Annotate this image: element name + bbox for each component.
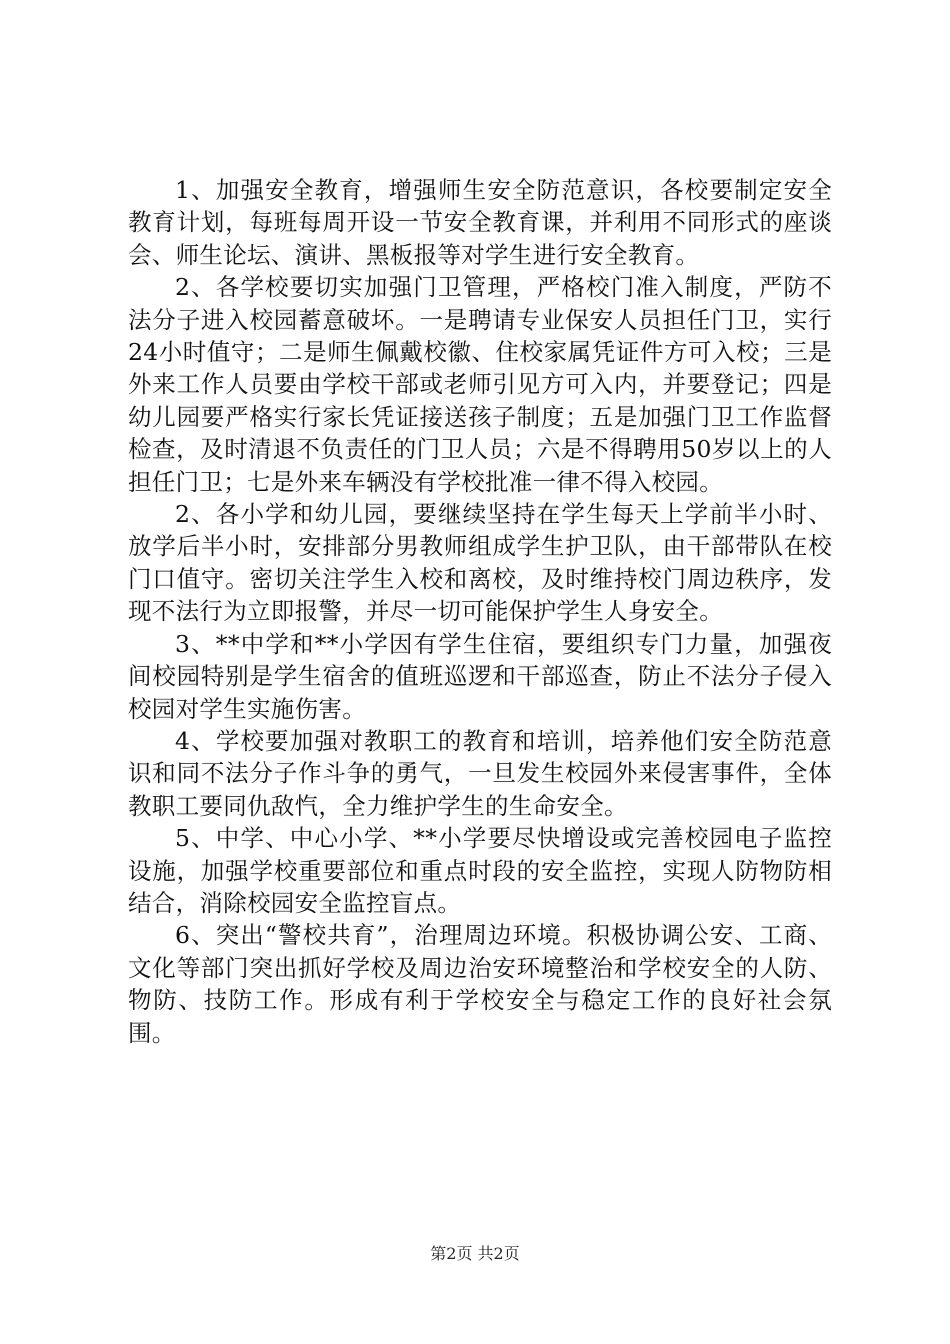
document-body xyxy=(128,174,832,1049)
paragraph-5: 4、学校要加强对教职工的教育和培训，培养他们安全防范意识和同不法分子作斗争的勇气，一旦发生校园外来侵害事件，全体教职工要同仇敌忾，全力维护学生的生命安全。 xyxy=(128,726,832,820)
paragraph-6: 5、中学、中心小学、**小学要尽快增设或完善校园电子监控设施，加强学校重要部位和重点时段的安全监控，实现人防物防相结合，消除校园安全监控盲点。 xyxy=(128,824,832,917)
paragraph-1: 1、加强安全教育，增强师生安全防范意识，各校要制定安全教育计划，每班每周开设一节安全教育课，并利用不同形式的座谈会、师生论坛、演讲、黑板报等对学生进行安全教育。 xyxy=(128,176,832,269)
paragraph-3: 2、各小学和幼儿园，要继续坚持在学生每天上学前半小时、放学后半小时，安排部分男教师组成学生护卫队，由干部带队在校门口值守。密切关注学生入校和离校，及时维持校门周边秩序，发现不法行为立即报警，并尽一切可能保护学生人身安全。 xyxy=(128,500,832,626)
paragraph-4: 3、**中学和**小学因有学生住宿，要组织专门力量，加强夜间校园特别是学生宿舍的值班巡逻和干部巡查，防止不法分子侵入校园对学生实施伤害。 xyxy=(128,629,832,723)
paragraph-2: 2、各学校要切实加强门卫管理，严格校门准入制度，严防不法分子进入校园蓄意破坏。一是聘请专业保安人员担任门卫，实行24小时值守；二是师生佩戴校徽、住校家属凭证件方可入校；三是外来工作人员要由学校干部或老师引见方可入内，并要登记；四是幼儿园要严格实行家长凭证接送孩子制度；五是加强门卫工作监督检查，及时清退不负责任的门卫人员；六是不得聘用50岁以上的人担任门卫；七是外来车辆没有学校批准一律不得入校园。 xyxy=(128,273,832,496)
page-footer: 第2页 共2页 xyxy=(430,1244,520,1263)
paragraph-7: 6、突出“警校共育”，治理周边环境。积极协调公安、工商、文化等部门突出抓好学校及周边治安环境整治和学校安全的人防、物防、技防工作。形成有利于学校安全与稳定工作的良好社会氛围。 xyxy=(128,921,832,1047)
